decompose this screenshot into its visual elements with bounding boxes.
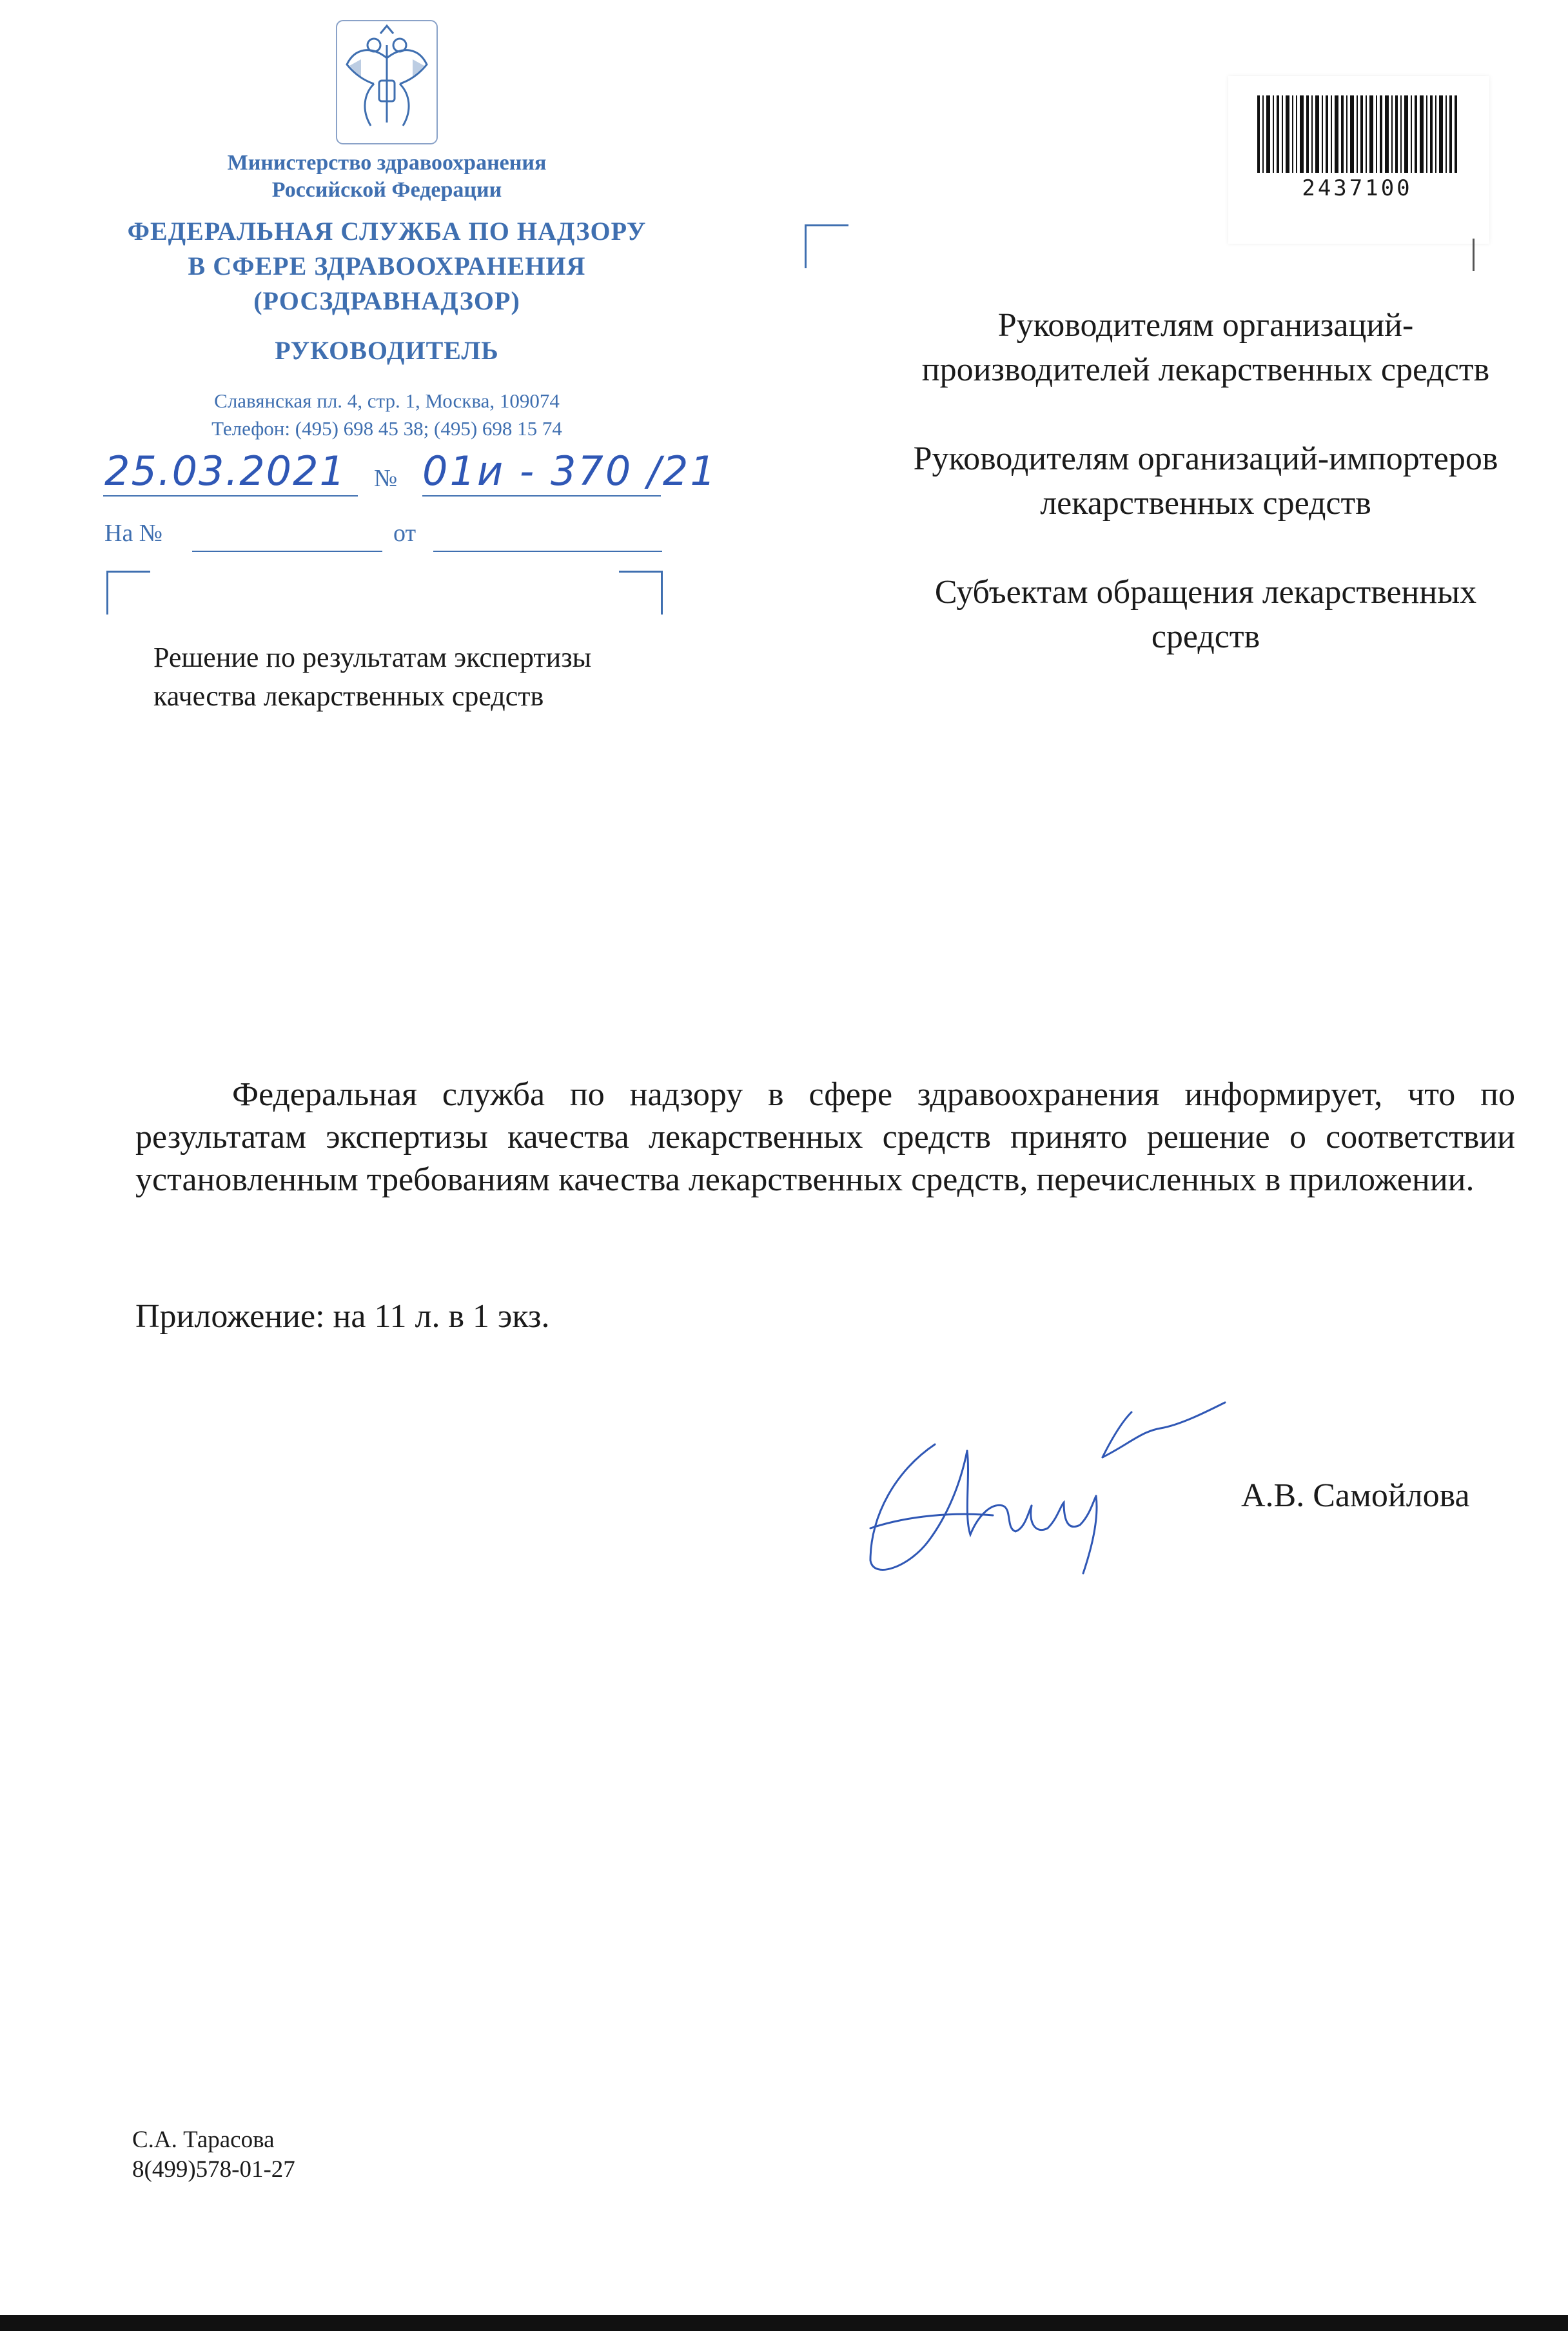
recipient-circulation-subjects: Субъектам обращения лекарственных средств [934,574,1477,655]
barcode-icon [1257,95,1457,179]
recipient-manufacturers: Руководителям организаций-производителей лекарственных средств [921,307,1490,388]
service-line-3: (РОСЗДРАВНАДЗОР) [253,286,520,315]
ministry-line-2: Российской Федерации [271,178,502,202]
registration-number: 01и - 370 /21 [422,448,718,495]
registration-date-underline [103,495,358,497]
executor-phone: 8(499)578-01-27 [132,2156,295,2183]
handwritten-signature [858,1373,1270,1586]
reference-number-blank [192,551,382,552]
attachment-note: Приложение: на 11 л. в 1 экз. [135,1298,550,1335]
barcode-number: 2437100 [1302,175,1413,201]
ministry-name [161,150,612,204]
reference-date-label: от [393,520,416,547]
registration-number-underline [422,495,661,497]
recipients-block [890,303,1522,703]
subject-corner-mark-left [106,571,150,615]
service-name [90,214,683,319]
service-line-2: В СФЕРЕ ЗДРАВООХРАНЕНИЯ [188,251,586,280]
number-sign: № [374,465,398,492]
phone-line: Телефон: (495) 698 45 38; (495) 698 15 74 [211,417,562,440]
coat-of-arms-icon [335,19,438,145]
executor-block [132,2125,295,2185]
reference-date-blank [433,551,662,552]
scan-border [0,2315,1568,2331]
barcode-corner-mark [1473,239,1475,271]
recipient-importers: Руководителям организаций-импортеров лекарственных средств [913,440,1498,522]
letter-subject [153,638,708,716]
service-line-1: ФЕДЕРАЛЬНАЯ СЛУЖБА ПО НАДЗОРУ [127,217,647,246]
address-block [129,387,645,442]
ministry-line-1: Министерство здравоохранения [227,151,547,175]
executor-name: С.А. Тарасова [132,2127,275,2153]
subject-corner-mark-right [619,571,663,615]
address-corner-mark-left [805,224,848,268]
subject-line-2: качества лекарственных средств [153,680,544,712]
registration-date: 25.03.2021 [104,448,346,495]
signer-name: А.В. Самойлова [1241,1477,1470,1514]
reference-number-label: На № [104,520,163,547]
body-paragraph: Федеральная служба по надзору в сфере здравоохранения информирует, что по результатам экспертизы качества лекарственных средств принято решение о соответствии установленным требованиям качества лекарственных средств, перечисленных в приложении. [135,1076,1515,1198]
address-line: Славянская пл. 4, стр. 1, Москва, 109074 [214,389,560,412]
subject-line-1: Решение по результатам экспертизы [153,642,592,673]
head-title: РУКОВОДИТЕЛЬ [275,336,499,365]
